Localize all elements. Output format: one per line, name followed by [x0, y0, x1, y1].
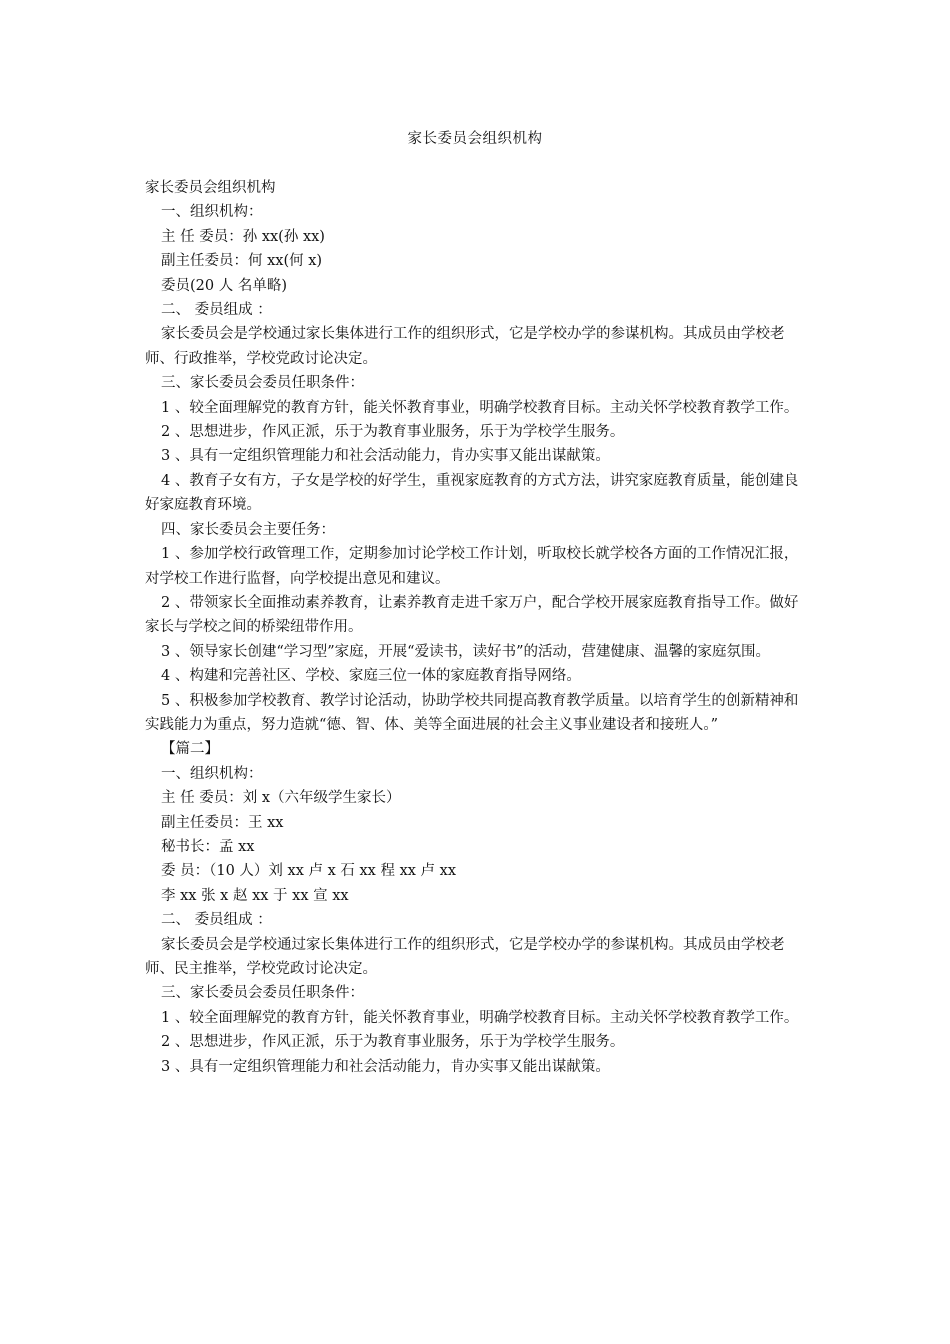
text-line: 2 、思想进步，作风正派，乐于为教育事业服务，乐于为学校学生服务。	[161, 1034, 625, 1051]
paragraph: 家长委员会是学校通过家长集体进行工作的组织形式，它是学校办学的参谋机构。其成员由学校老师、民主推举，学校党政讨论决定。	[145, 936, 785, 977]
section-heading: 三、家长委员会委员任职条件：	[161, 985, 364, 1002]
document-body	[145, 176, 801, 1079]
part-heading: 【篇二】	[161, 741, 219, 758]
text-line: 副主任委员：何 xx(何 x)	[161, 253, 323, 270]
paragraph: 1 、较全面理解党的教育方针，能关怀教育事业，明确学校教育目标。主动关怀学校教育教学工作。	[161, 1009, 799, 1026]
document-title: 家长委员会组织机构	[407, 131, 543, 147]
text-line: 委员(20 人 名单略)	[161, 277, 287, 294]
text-line: 委 员：（10 人）刘 xx 卢 x 石 xx 程 xx 卢 xx	[161, 863, 456, 880]
paragraph: 3 、领导家长创建“学习型”家庭，开展“爱读书，读好书”的活动，营建健康、温馨的家庭氛围。	[161, 643, 770, 660]
paragraph: 4 、教育子女有方，子女是学校的好学生，重视家庭教育的方式方法，讲究家庭教育质量，能创建良好家庭教育环境。	[145, 472, 799, 514]
section-heading: 三、家长委员会委员任职条件：	[161, 375, 364, 392]
section-heading: 一、组织机构：	[161, 765, 263, 782]
text-line: 副主任委员：王 xx	[161, 814, 284, 831]
paragraph: 1 、较全面理解党的教育方针，能关怀教育事业，明确学校教育目标。主动关怀学校教育教学工作。	[161, 399, 799, 416]
paragraph: 1 、参加学校行政管理工作，定期参加讨论学校工作计划，听取校长就学校各方面的工作情况汇报，对学校工作进行监督，向学校提出意见和建议。	[145, 546, 799, 587]
text-line: 李 xx 张 x 赵 xx 于 xx 宣 xx	[161, 887, 349, 904]
paragraph: 5 、积极参加学校教育、教学讨论活动，协助学校共同提高教育教学质量。以培育学生的创新精神和实践能力为重点，努力造就“德、智、体、美等全面进展的社会主义事业建设者和接班人。”	[145, 692, 799, 733]
section-heading: 一、组织机构：	[161, 204, 263, 221]
text-line: 4 、构建和完善社区、学校、家庭三位一体的家庭教育指导网络。	[161, 668, 581, 685]
section-heading: 二、 委员组成 ：	[161, 302, 272, 319]
paragraph: 2 、带领家长全面推动素养教育，让素养教育走进千家万户，配合学校开展家庭教育指导工作。做好家长与学校之间的桥梁纽带作用。	[145, 594, 799, 636]
text-line: 3 、具有一定组织管理能力和社会活动能力，肯办实事又能出谋献策。	[161, 448, 610, 465]
body-heading: 家长委员会组织机构	[145, 180, 276, 196]
text-line: 3 、具有一定组织管理能力和社会活动能力，肯办实事又能出谋献策。	[161, 1058, 610, 1075]
paragraph: 家长委员会是学校通过家长集体进行工作的组织形式，它是学校办学的参谋机构。其成员由学校老师、行政推举，学校党政讨论决定。	[145, 326, 785, 367]
text-line: 2 、思想进步，作风正派，乐于为教育事业服务，乐于为学校学生服务。	[161, 424, 625, 441]
section-heading: 二、 委员组成 ：	[161, 912, 272, 929]
section-heading: 四、家长委员会主要任务：	[161, 521, 335, 538]
text-line: 主 任 委员：刘 x（六年级学生家长）	[161, 790, 401, 807]
text-line: 秘书长：孟 xx	[161, 838, 255, 855]
text-line: 主 任 委员：孙 xx(孙 xx)	[161, 228, 325, 245]
